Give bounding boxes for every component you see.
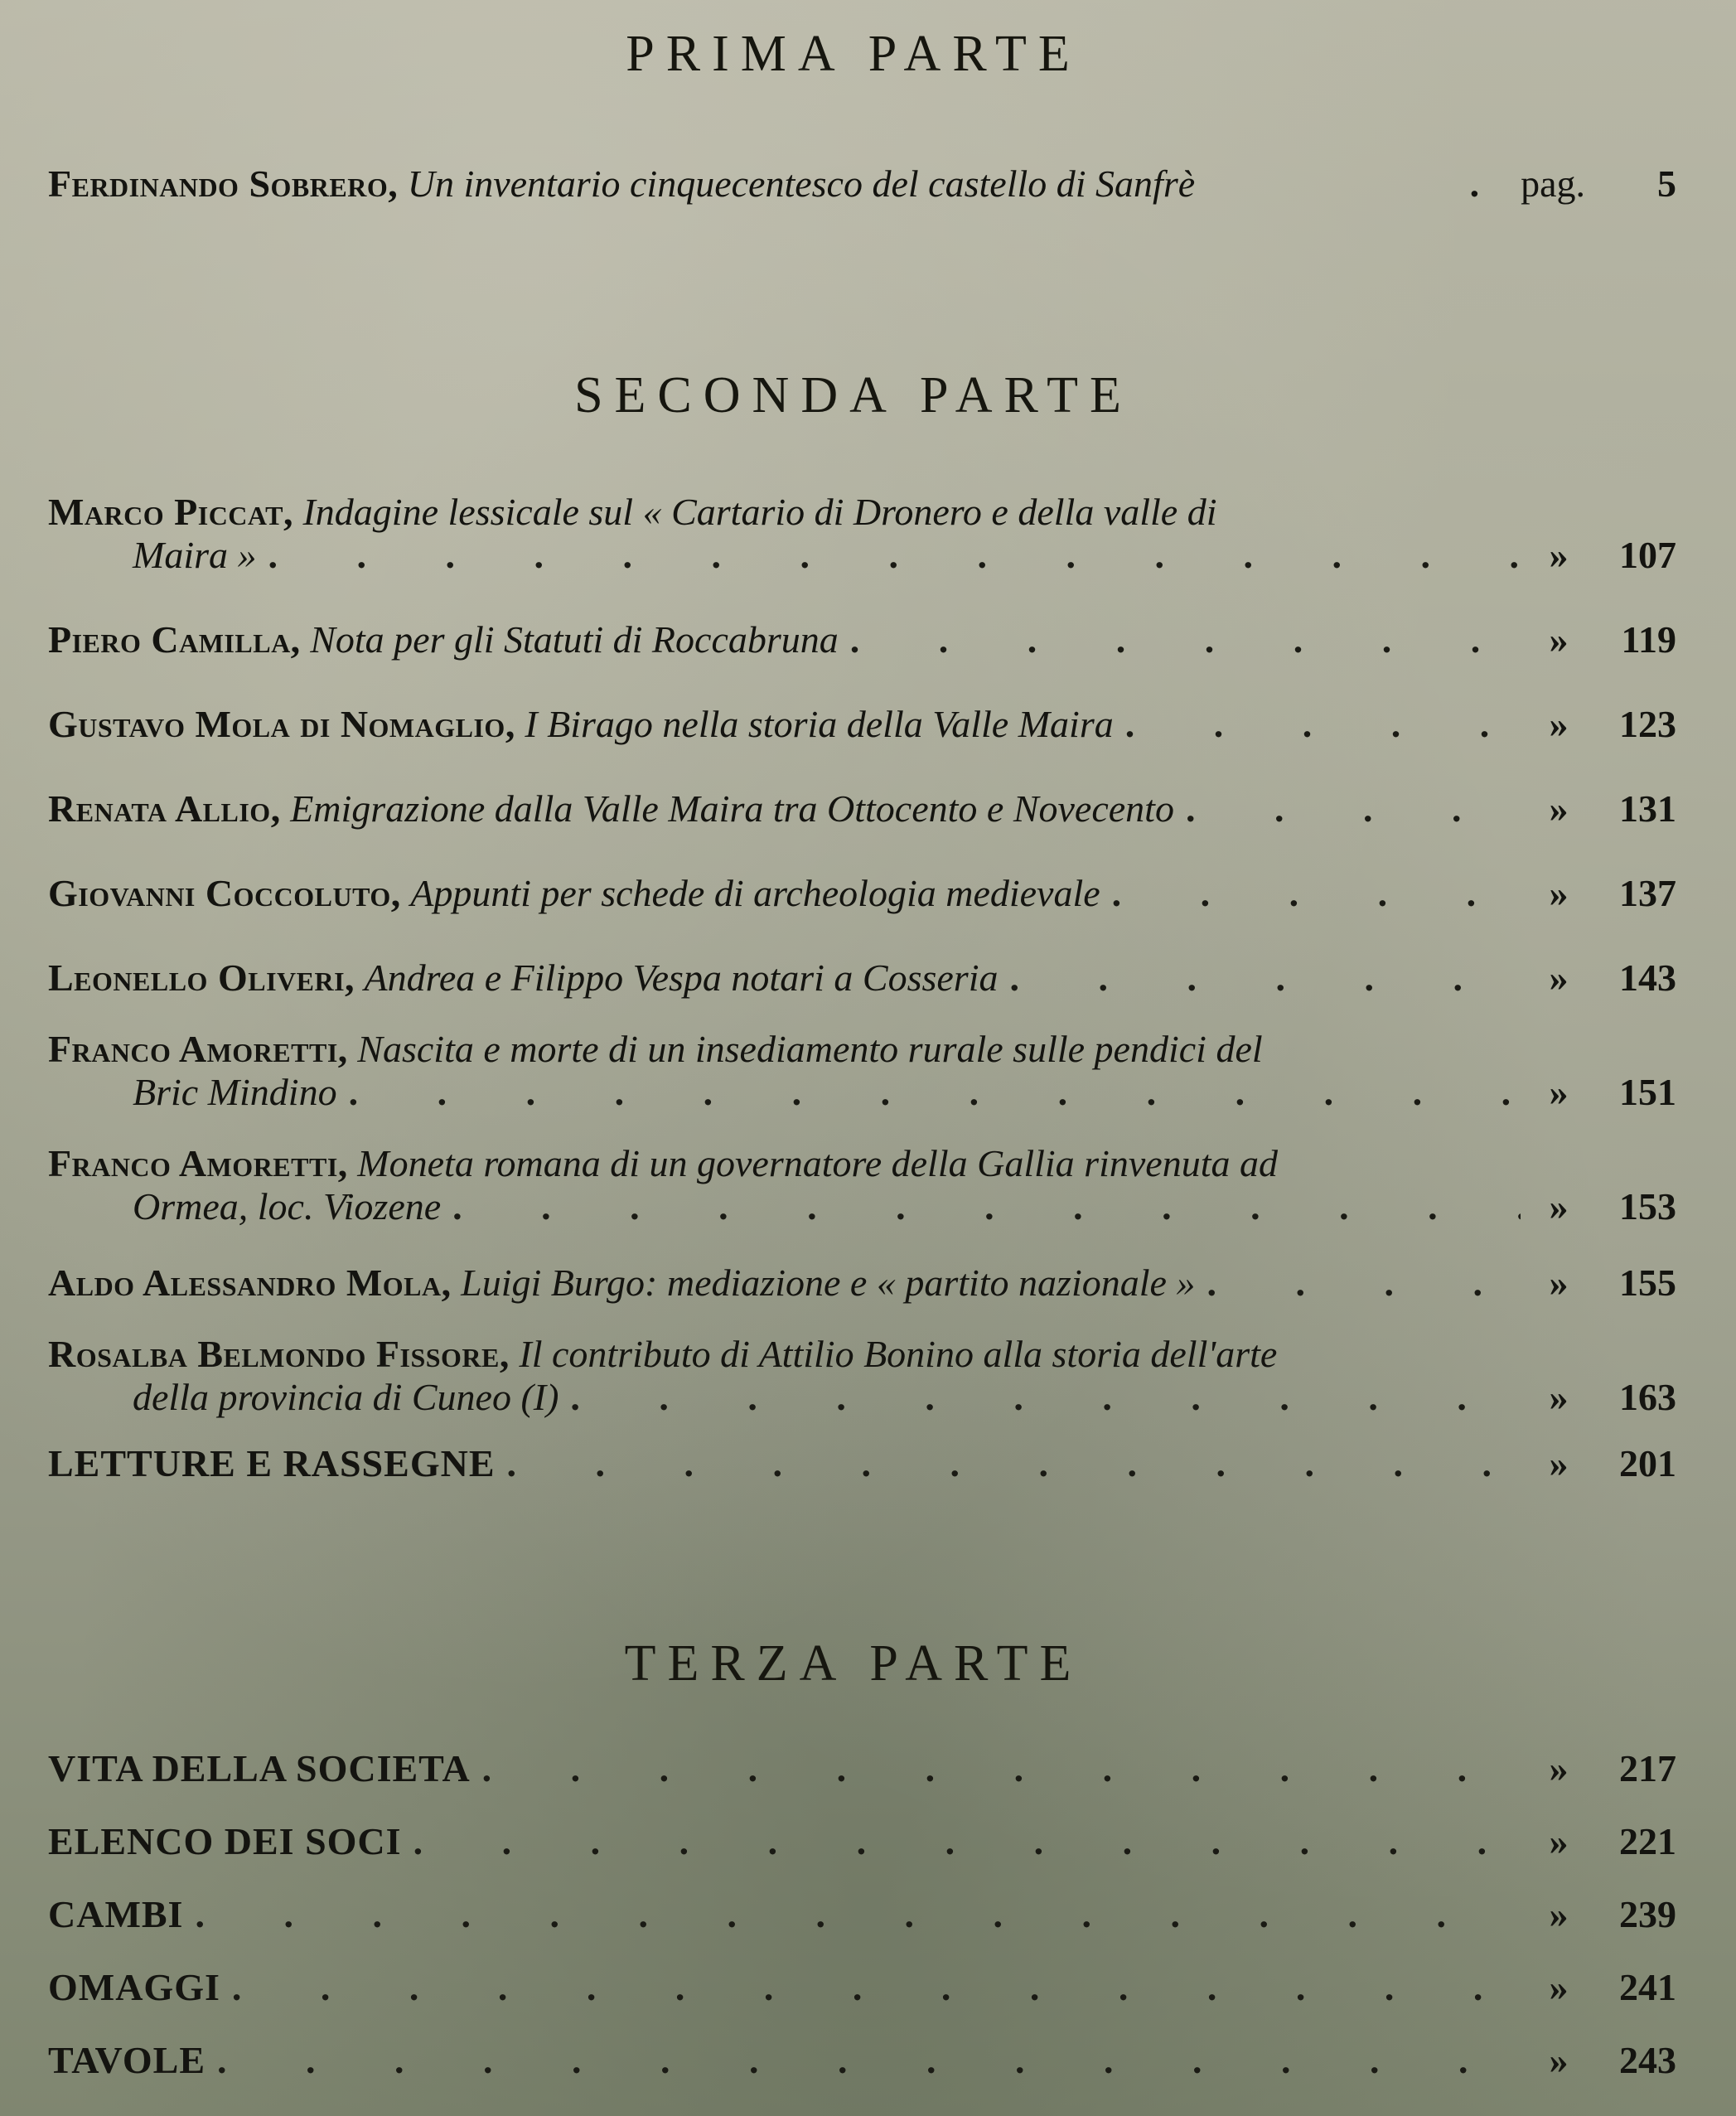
entry-page-number: 123 xyxy=(1619,703,1676,745)
entry-page-number: 217 xyxy=(1619,1747,1676,1789)
toc-entry xyxy=(48,162,1676,206)
entry-page-label: pag. xyxy=(1521,162,1585,205)
toc-entry xyxy=(48,1893,1676,1936)
part-heading-prima: PRIMA PARTE xyxy=(626,26,1081,82)
entry-title: Appunti per schede di archeologia medievale xyxy=(410,872,1100,914)
entry-section-title: TAVOLE xyxy=(48,2039,206,2081)
part-heading-seconda: SECONDA PARTE xyxy=(574,367,1133,424)
dot-leader xyxy=(217,2039,1521,2082)
entry-page-number: 137 xyxy=(1619,872,1676,914)
entry-page-number: 243 xyxy=(1619,2039,1676,2081)
dot-leader xyxy=(1112,872,1521,915)
ditto-mark: » xyxy=(1549,1747,1569,1789)
entry-title: Il contributo di Attilio Bonino alla storia dell'arte xyxy=(519,1333,1278,1375)
dot-leader xyxy=(570,1376,1521,1419)
entry-page-number: 155 xyxy=(1619,1261,1676,1304)
dot-leader xyxy=(268,534,1521,577)
toc-entry xyxy=(48,1747,1676,1790)
entry-author: Aldo Alessandro Mola, xyxy=(48,1261,452,1304)
toc-entry xyxy=(48,1442,1676,1485)
entry-title: Luigi Burgo: mediazione e « partito nazionale » xyxy=(461,1261,1196,1304)
dot-leader xyxy=(195,1893,1521,1936)
entry-author: Piero Camilla, xyxy=(48,618,301,661)
ditto-mark: » xyxy=(1549,1820,1569,1862)
dot-leader xyxy=(1186,787,1521,830)
entry-page-number: 153 xyxy=(1619,1185,1676,1227)
ditto-mark: » xyxy=(1549,872,1569,914)
ditto-mark: » xyxy=(1549,618,1569,661)
entry-section-title: ELENCO DEI SOCI xyxy=(48,1820,402,1862)
entry-title: Un inventario cinquecentesco del castello di Sanfrè xyxy=(407,162,1196,205)
entry-leader-dot: . xyxy=(1469,162,1480,205)
ditto-mark: » xyxy=(1549,1376,1569,1418)
entry-title: I Birago nella storia della Valle Maira xyxy=(525,703,1114,745)
entry-page-number: 221 xyxy=(1619,1820,1676,1862)
entry-page-number: 151 xyxy=(1619,1071,1676,1113)
dot-leader xyxy=(349,1071,1521,1114)
toc-entry xyxy=(48,1261,1676,1305)
ditto-mark: » xyxy=(1549,1261,1569,1304)
entry-title: Emigrazione dalla Valle Maira tra Ottocento e Novecento xyxy=(290,787,1174,830)
entry-title: Indagine lessicale sul « Cartario di Dronero e della valle di xyxy=(302,491,1217,533)
ditto-mark: » xyxy=(1549,703,1569,745)
entry-page-number: 107 xyxy=(1619,534,1676,576)
entry-section-title: CAMBI xyxy=(48,1893,184,1935)
entry-title-continued: Bric Mindino xyxy=(133,1071,337,1113)
entry-author: Gustavo Mola di Nomaglio, xyxy=(48,703,515,745)
dot-leader xyxy=(850,618,1521,661)
entry-title: Nascita e morte di un insediamento rurale sulle pendici del xyxy=(357,1028,1263,1070)
entry-author: Rosalba Belmondo Fissore, xyxy=(48,1333,510,1375)
ditto-mark: » xyxy=(1549,1071,1569,1113)
dot-leader xyxy=(232,1966,1521,2009)
dot-leader xyxy=(1206,1261,1521,1305)
entry-author: Renata Allio, xyxy=(48,787,281,830)
toc-entry xyxy=(48,2039,1676,2082)
dot-leader xyxy=(1009,956,1521,1000)
dot-leader xyxy=(482,1747,1521,1790)
entry-section-title: LETTURE E RASSEGNE xyxy=(48,1442,496,1484)
toc-entry xyxy=(48,1028,1676,1114)
entry-page-number: 143 xyxy=(1619,956,1676,999)
entry-title-continued: della provincia di Cuneo (I) xyxy=(133,1376,559,1418)
entry-title: Moneta romana di un governatore della Gallia rinvenuta ad xyxy=(357,1142,1278,1184)
ditto-mark: » xyxy=(1549,1442,1569,1484)
entry-page-number: 131 xyxy=(1619,787,1676,830)
toc-entry xyxy=(48,1966,1676,2009)
entry-author: Franco Amoretti, xyxy=(48,1142,348,1184)
entry-page-number: 201 xyxy=(1619,1442,1676,1484)
dot-leader xyxy=(413,1820,1521,1863)
ditto-mark: » xyxy=(1549,1185,1569,1227)
ditto-mark: » xyxy=(1549,534,1569,576)
toc-entry xyxy=(48,1820,1676,1863)
entry-page-number: 119 xyxy=(1621,618,1676,661)
entry-page-number: 241 xyxy=(1619,1966,1676,2008)
entry-page-number: 5 xyxy=(1657,162,1676,205)
entry-section-title: OMAGGI xyxy=(48,1966,220,2008)
entry-page-number: 239 xyxy=(1619,1893,1676,1935)
entry-author: Leonello Oliveri, xyxy=(48,956,355,999)
dot-leader xyxy=(452,1185,1521,1228)
entry-author: Ferdinando Sobrero, xyxy=(48,162,399,205)
entry-title-continued: Maira » xyxy=(133,534,257,576)
entry-section-title: VITA DELLA SOCIETA xyxy=(48,1747,471,1789)
entry-title: Nota per gli Statuti di Roccabruna xyxy=(310,618,839,661)
toc-entry xyxy=(48,703,1676,746)
entry-title-continued: Ormea, loc. Viozene xyxy=(133,1185,442,1227)
toc-entry xyxy=(48,618,1676,661)
entry-title: Andrea e Filippo Vespa notari a Cosseria xyxy=(364,956,999,999)
entry-author: Franco Amoretti, xyxy=(48,1028,348,1070)
ditto-mark: » xyxy=(1549,2039,1569,2081)
dot-leader xyxy=(1125,703,1521,746)
toc-entry xyxy=(48,491,1676,577)
ditto-mark: » xyxy=(1549,956,1569,999)
entry-author: Marco Piccat, xyxy=(48,491,293,533)
part-heading-terza: TERZA PARTE xyxy=(624,1635,1083,1692)
toc-entry xyxy=(48,1142,1676,1228)
toc-entry xyxy=(48,1333,1676,1419)
ditto-mark: » xyxy=(1549,1966,1569,2008)
ditto-mark: » xyxy=(1549,1893,1569,1935)
entry-page-number: 163 xyxy=(1619,1376,1676,1418)
toc-entry xyxy=(48,787,1676,830)
entry-author: Giovanni Coccoluto, xyxy=(48,872,401,914)
toc-entry xyxy=(48,872,1676,915)
ditto-mark: » xyxy=(1549,787,1569,830)
toc-entry xyxy=(48,956,1676,1000)
dot-leader xyxy=(507,1442,1521,1485)
